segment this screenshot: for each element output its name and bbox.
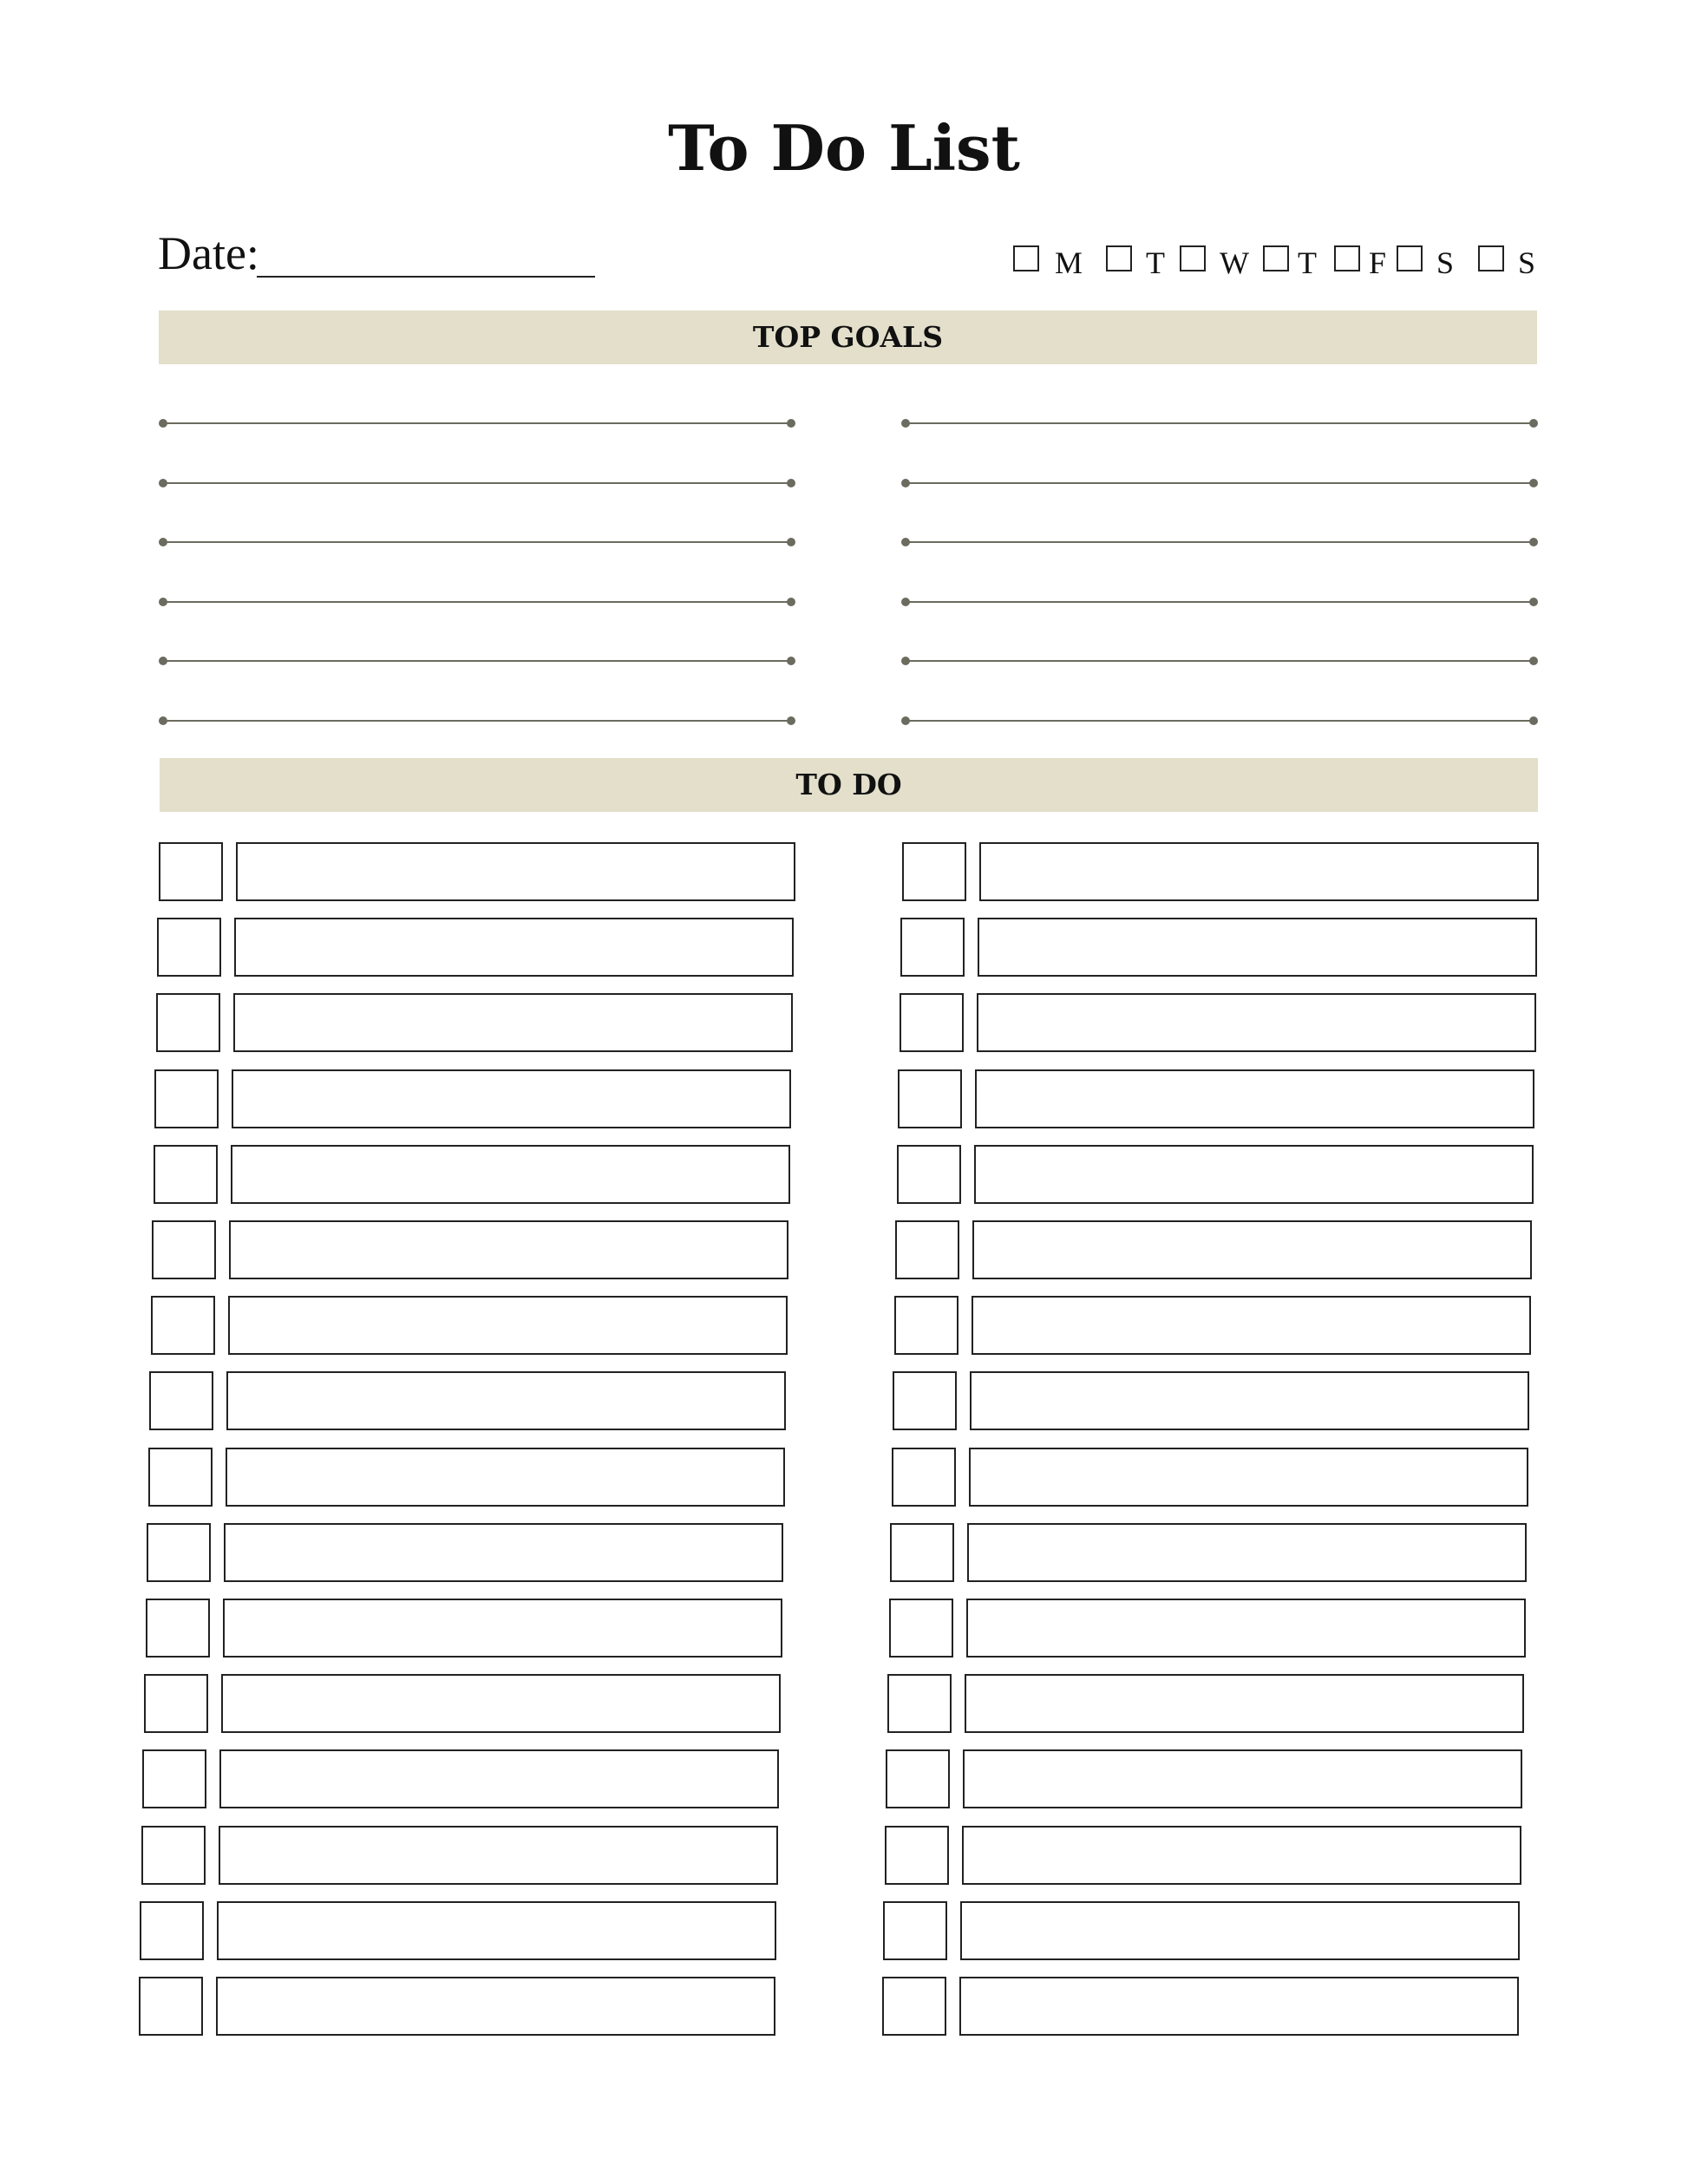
todo-checkbox[interactable]: [140, 1901, 204, 1960]
goal-line[interactable]: [163, 720, 791, 722]
todo-text-field[interactable]: [216, 1977, 775, 2036]
todo-text-field[interactable]: [967, 1523, 1527, 1582]
todo-checkbox[interactable]: [900, 993, 964, 1052]
todo-text-field[interactable]: [960, 1901, 1520, 1960]
todo-checkbox[interactable]: [159, 842, 223, 901]
todo-checkbox[interactable]: [890, 1523, 954, 1582]
weekday-checkbox[interactable]: [1334, 245, 1360, 271]
todo-checkbox[interactable]: [144, 1674, 208, 1733]
todo-text-field[interactable]: [223, 1599, 782, 1658]
todo-text-field[interactable]: [236, 842, 795, 901]
todo-checkbox[interactable]: [141, 1826, 206, 1885]
todo-checkbox[interactable]: [142, 1749, 206, 1808]
todo-checkbox[interactable]: [897, 1145, 961, 1204]
weekday-label: M: [1055, 245, 1083, 280]
goal-line[interactable]: [163, 422, 791, 424]
weekday-checkbox[interactable]: [1106, 245, 1132, 271]
todo-checkbox[interactable]: [148, 1448, 213, 1507]
date-field[interactable]: [257, 276, 595, 278]
todo-text-field[interactable]: [974, 1145, 1534, 1204]
todo-text-field[interactable]: [232, 1069, 791, 1128]
todo-text-field[interactable]: [224, 1523, 783, 1582]
todo-text-field[interactable]: [965, 1674, 1524, 1733]
todo-text-field[interactable]: [972, 1296, 1531, 1355]
todo-checkbox[interactable]: [895, 1220, 959, 1279]
weekday-checkbox[interactable]: [1478, 245, 1504, 271]
todo-text-field[interactable]: [978, 918, 1537, 977]
todo-text-field[interactable]: [234, 918, 794, 977]
todo-text-field[interactable]: [229, 1220, 788, 1279]
todo-text-field[interactable]: [228, 1296, 788, 1355]
todo-checkbox[interactable]: [902, 842, 966, 901]
top-goals-banner: TOP GOALS: [159, 311, 1537, 364]
weekday-checkbox[interactable]: [1397, 245, 1423, 271]
todo-checkbox[interactable]: [882, 1977, 946, 2036]
todo-banner: TO DO: [160, 758, 1538, 812]
todo-checkbox[interactable]: [889, 1599, 953, 1658]
goal-line[interactable]: [163, 482, 791, 484]
todo-checkbox[interactable]: [886, 1749, 950, 1808]
todo-checkbox[interactable]: [149, 1371, 213, 1430]
todo-checkbox[interactable]: [887, 1674, 952, 1733]
todo-text-field[interactable]: [972, 1220, 1532, 1279]
weekday-label: S: [1436, 245, 1455, 280]
todo-text-field[interactable]: [233, 993, 793, 1052]
goal-line[interactable]: [163, 601, 791, 603]
todo-text-field[interactable]: [231, 1145, 790, 1204]
goal-line[interactable]: [906, 422, 1534, 424]
todo-text-field[interactable]: [217, 1901, 776, 1960]
weekday-label: F: [1369, 245, 1387, 280]
weekday-checkbox[interactable]: [1263, 245, 1289, 271]
todo-checkbox[interactable]: [147, 1523, 211, 1582]
todo-text-field[interactable]: [975, 1069, 1534, 1128]
todo-text-field[interactable]: [219, 1749, 779, 1808]
todo-checkbox[interactable]: [893, 1371, 957, 1430]
todo-checkbox[interactable]: [157, 918, 221, 977]
todo-checkbox[interactable]: [154, 1145, 218, 1204]
weekday-label: T: [1146, 245, 1165, 280]
weekday-checkbox[interactable]: [1013, 245, 1039, 271]
goal-line[interactable]: [906, 601, 1534, 603]
todo-checkbox[interactable]: [898, 1069, 962, 1128]
weekday-label: W: [1220, 245, 1249, 280]
todo-checkbox[interactable]: [900, 918, 965, 977]
weekday-label: T: [1298, 245, 1317, 280]
todo-text-field[interactable]: [979, 842, 1539, 901]
todo-checkbox[interactable]: [139, 1977, 203, 2036]
goal-line[interactable]: [163, 660, 791, 662]
date-label: Date:: [158, 227, 259, 279]
todo-text-field[interactable]: [969, 1448, 1528, 1507]
todo-text-field[interactable]: [219, 1826, 778, 1885]
page-title: To Do List: [668, 111, 1020, 185]
todo-text-field[interactable]: [962, 1826, 1521, 1885]
goal-line[interactable]: [906, 541, 1534, 543]
weekday-checkbox[interactable]: [1180, 245, 1206, 271]
goal-line[interactable]: [906, 482, 1534, 484]
todo-checkbox[interactable]: [156, 993, 220, 1052]
todo-checkbox[interactable]: [151, 1296, 215, 1355]
todo-text-field[interactable]: [977, 993, 1536, 1052]
todo-text-field[interactable]: [221, 1674, 781, 1733]
goal-line[interactable]: [163, 541, 791, 543]
todo-checkbox[interactable]: [154, 1069, 219, 1128]
goal-line[interactable]: [906, 720, 1534, 722]
todo-text-field[interactable]: [963, 1749, 1522, 1808]
weekday-label: S: [1518, 245, 1536, 280]
todo-text-field[interactable]: [966, 1599, 1526, 1658]
goal-line[interactable]: [906, 660, 1534, 662]
todo-checkbox[interactable]: [894, 1296, 958, 1355]
todo-checkbox[interactable]: [146, 1599, 210, 1658]
todo-text-field[interactable]: [959, 1977, 1519, 2036]
todo-checkbox[interactable]: [892, 1448, 956, 1507]
todo-text-field[interactable]: [226, 1371, 786, 1430]
todo-checkbox[interactable]: [883, 1901, 947, 1960]
todo-text-field[interactable]: [226, 1448, 785, 1507]
todo-text-field[interactable]: [970, 1371, 1529, 1430]
todo-checkbox[interactable]: [152, 1220, 216, 1279]
todo-checkbox[interactable]: [885, 1826, 949, 1885]
